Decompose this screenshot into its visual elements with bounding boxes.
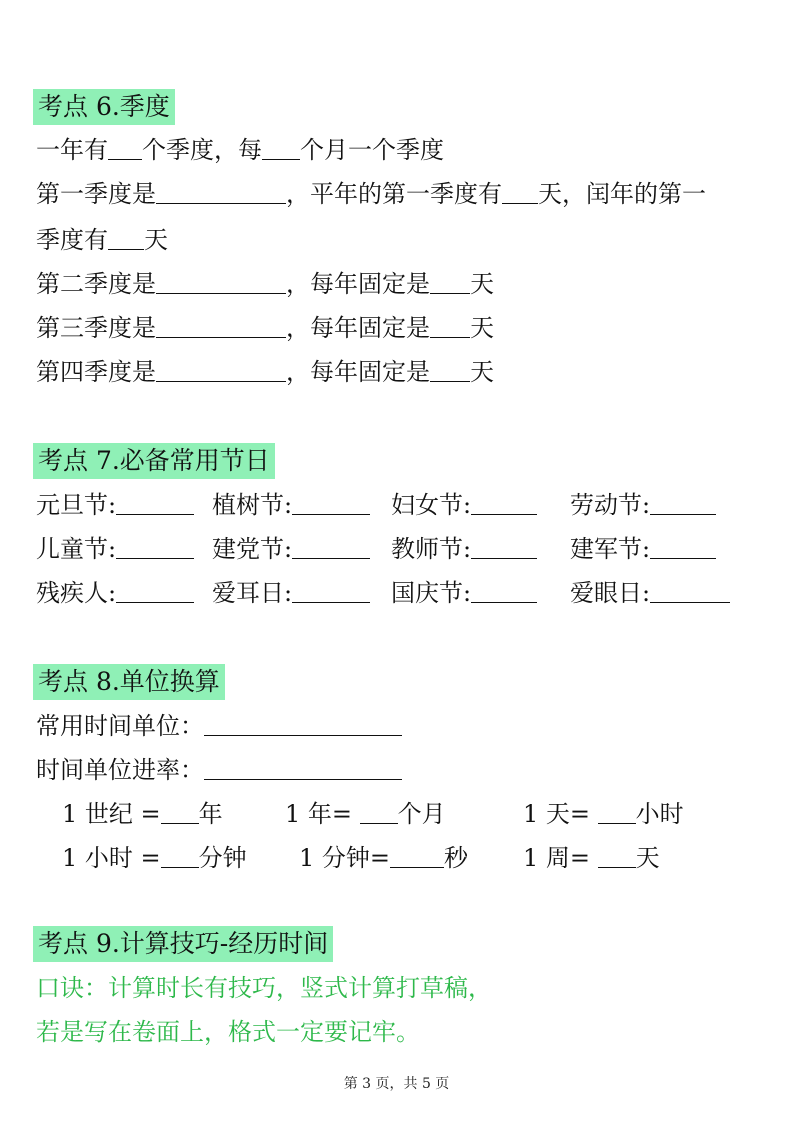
rhyme-line-2: 若是写在卷面上，格式一定要记牢。 <box>36 1018 420 1046</box>
holiday-label: 劳动节: <box>570 491 651 519</box>
text: 1 年= <box>285 800 353 828</box>
blank[interactable] <box>471 534 537 559</box>
blank[interactable] <box>161 843 199 868</box>
blank[interactable] <box>116 490 194 515</box>
conversion-week <box>523 842 660 874</box>
first-quarter-line <box>36 178 706 210</box>
blank[interactable] <box>430 269 470 294</box>
text: 1 分钟= <box>299 844 391 872</box>
blank[interactable] <box>108 225 144 250</box>
fourth-quarter-line <box>36 356 494 388</box>
text: 分钟 <box>198 844 247 872</box>
blank[interactable] <box>204 755 402 780</box>
holiday-item <box>391 533 537 565</box>
holiday-label: 建军节: <box>570 535 651 563</box>
conversion-year <box>285 798 446 830</box>
text: 天，闰年的第一 <box>538 180 706 208</box>
holiday-label: 妇女节: <box>391 491 472 519</box>
text: ，平年的第一季度有 <box>286 180 502 208</box>
blank[interactable] <box>116 578 194 603</box>
blank[interactable] <box>156 179 286 204</box>
blank[interactable] <box>156 269 286 294</box>
text: 秒 <box>444 844 469 872</box>
common-units-line <box>36 710 402 742</box>
holiday-item <box>212 533 370 565</box>
text: 1 小时 = <box>62 844 161 872</box>
holiday-item <box>570 533 716 565</box>
blank[interactable] <box>204 711 402 736</box>
blank[interactable] <box>598 843 636 868</box>
conversion-day <box>523 798 684 830</box>
holiday-label: 爱眼日: <box>570 579 651 607</box>
text: 第四季度是 <box>36 358 156 386</box>
section-6-heading: 考点 6.季度 <box>33 89 175 125</box>
section-7-heading: 考点 7.必备常用节日 <box>33 443 275 479</box>
holiday-label: 儿童节: <box>36 535 117 563</box>
conversion-minute <box>299 842 468 874</box>
blank[interactable] <box>430 357 470 382</box>
blank[interactable] <box>156 357 286 382</box>
text: 1 天= <box>523 800 591 828</box>
holiday-label: 建党节: <box>212 535 293 563</box>
blank[interactable] <box>598 799 636 824</box>
holiday-item <box>212 489 370 521</box>
blank[interactable] <box>650 578 730 603</box>
text: ，每年固定是 <box>286 358 430 386</box>
third-quarter-line <box>36 312 494 344</box>
blank[interactable] <box>430 313 470 338</box>
holiday-label: 国庆节: <box>391 579 472 607</box>
text: 季度有 <box>36 226 108 254</box>
holiday-label: 教师节: <box>391 535 472 563</box>
text: 个月 <box>397 800 446 828</box>
holiday-label: 残疾人: <box>36 579 117 607</box>
text: 天 <box>470 358 494 386</box>
text: 1 周= <box>523 844 591 872</box>
holiday-label: 爱耳日: <box>212 579 293 607</box>
blank[interactable] <box>292 578 370 603</box>
holiday-label: 元旦节: <box>36 491 117 519</box>
holiday-item <box>212 577 370 609</box>
text: 天 <box>635 844 660 872</box>
blank[interactable] <box>360 799 398 824</box>
blank[interactable] <box>262 135 300 160</box>
blank[interactable] <box>390 843 444 868</box>
text: 第二季度是 <box>36 270 156 298</box>
rhyme-line-1: 口诀：计算时长有技巧，竖式计算打草稿， <box>36 974 492 1002</box>
unit-rate-line <box>36 754 402 786</box>
text: 天 <box>470 270 494 298</box>
holiday-item <box>36 533 194 565</box>
blank[interactable] <box>502 179 538 204</box>
blank[interactable] <box>471 578 537 603</box>
text: 天 <box>470 314 494 342</box>
text: 时间单位进率： <box>36 756 204 784</box>
blank[interactable] <box>108 135 142 160</box>
holiday-item <box>36 489 194 521</box>
section-9-heading: 考点 9.计算技巧-经历时间 <box>33 926 333 962</box>
blank[interactable] <box>471 490 537 515</box>
blank[interactable] <box>292 490 370 515</box>
conversion-hour <box>62 842 247 874</box>
blank[interactable] <box>161 799 199 824</box>
holiday-item <box>391 489 537 521</box>
text: 一年有 <box>36 136 108 164</box>
conversion-century <box>62 798 223 830</box>
holiday-item <box>36 577 194 609</box>
section-8-heading: 考点 8.单位换算 <box>33 664 225 700</box>
season-count-line <box>36 134 444 166</box>
text: ，每年固定是 <box>286 314 430 342</box>
blank[interactable] <box>116 534 194 559</box>
holiday-item <box>570 489 716 521</box>
holiday-label: 植树节: <box>212 491 293 519</box>
blank[interactable] <box>292 534 370 559</box>
blank[interactable] <box>156 313 286 338</box>
text: 第三季度是 <box>36 314 156 342</box>
text: 年 <box>198 800 223 828</box>
holiday-item <box>570 577 730 609</box>
text: 天 <box>144 226 168 254</box>
text: 第一季度是 <box>36 180 156 208</box>
text: 常用时间单位： <box>36 712 204 740</box>
blank[interactable] <box>650 534 716 559</box>
blank[interactable] <box>650 490 716 515</box>
text: 小时 <box>635 800 684 828</box>
first-quarter-line-cont <box>36 224 168 256</box>
holiday-item <box>391 577 537 609</box>
text: 个季度，每 <box>142 136 262 164</box>
second-quarter-line <box>36 268 494 300</box>
text: 1 世纪 = <box>62 800 161 828</box>
text: 个月一个季度 <box>300 136 444 164</box>
text: ，每年固定是 <box>286 270 430 298</box>
page-footer: 第 3 页，共 5 页 <box>343 1076 450 1092</box>
